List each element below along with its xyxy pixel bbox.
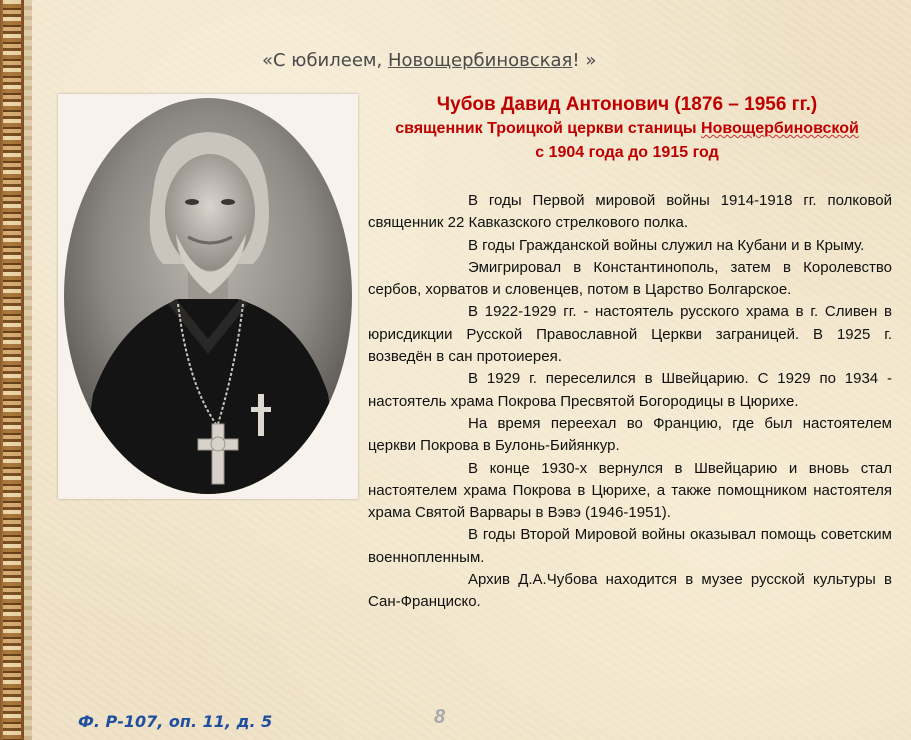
bio-paragraph: В 1929 г. переселился в Швейцарию. С 1929 по 1934 - настоятель храма Покрова Пресвятой Богородицы в Цюрихе. (368, 370, 892, 410)
role-place: Новощербиновской (701, 120, 859, 137)
jubilee-header (262, 50, 622, 71)
priest-portrait-image (58, 94, 358, 499)
bio-paragraph: Эмигрировал в Константинополь, затем в Королевство сербов, хорватов и словенцев, потом в Царство Болгарское. (368, 258, 892, 299)
page-number: 8 (434, 706, 446, 728)
spiral-binding (0, 0, 24, 740)
bio-paragraph: В годы Второй Мировой войны оказывал помощь советским военнопленным. (368, 526, 892, 566)
portrait-photo (58, 94, 358, 499)
bio-paragraph: Архив Д.А.Чубова находится в музее русской культуры в Сан-Франциско. (368, 571, 892, 611)
header-suffix: ! » (572, 50, 597, 71)
person-role (362, 117, 892, 141)
bio-paragraph: В 1922-1929 гг. - настоятель русского храма в г. Сливен в юрисдикции Русской Православной Церкви заграницей. В 1925 г. возведён в сан протоиерея. (368, 303, 892, 366)
header-prefix: «С юбилеем, (262, 50, 388, 71)
person-name: Чубов Давид Антонович (1876 – 1956 гг.) (436, 94, 818, 115)
role-prefix: священник Троицкой церкви станицы (395, 120, 702, 137)
binding-edge (24, 0, 32, 740)
bio-paragraph: В годы Первой мировой войны 1914-1918 гг. полковой священник 22 Кавказского стрелкового полка. (368, 192, 892, 232)
title-block (362, 92, 892, 165)
bio-paragraph: В конце 1930-х вернулся в Швейцарию и вновь стал настоятелем храма Покрова в Цюрихе, а также помощником настоятеля храма Святой Варвары в Вэвэ (1946-1951). (368, 459, 892, 522)
archive-reference: Ф. Р-107, оп. 11, д. 5 (78, 712, 273, 731)
service-years: с 1904 года до 1915 год (535, 144, 719, 161)
bio-paragraph: На время переехал во Францию, где был настоятелем церкви Покрова в Булонь-Бийянкур. (368, 414, 892, 455)
biography-text (368, 190, 892, 614)
bio-paragraph: В годы Гражданской войны служил на Кубани и в Крыму. (468, 236, 865, 254)
header-place: Новощербиновская (387, 50, 573, 71)
